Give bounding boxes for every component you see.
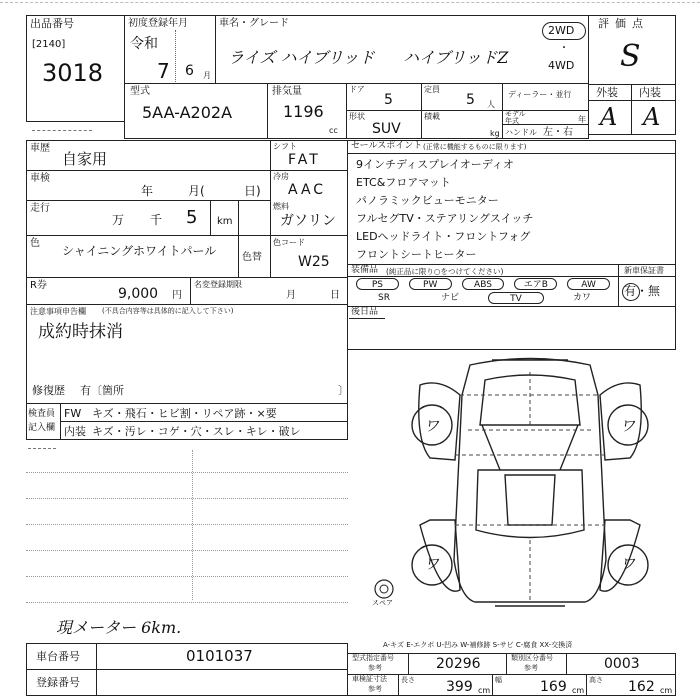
shape-label: 形状 [349,112,365,121]
size-divider [398,674,399,696]
inspector-label-2: 記入欄 [28,423,56,433]
row-line [26,277,348,278]
mileage-value: 5 [186,207,198,228]
equipment-hint: (純正品に限り○をつけてください) [386,267,504,276]
capacity-label: 定員 [424,85,440,94]
equipment-option-r2-1: ナビ [440,293,459,303]
handle-label: ハンドル [505,128,537,137]
class-sub: 参考 [524,664,538,672]
usage: 自家用 [62,150,108,168]
repair-close: 〕 [338,384,349,397]
selling-hint: (正常に機能するものに限ります) [423,143,527,151]
month-unit: 月 [203,71,211,80]
damage-mark: ワ [424,417,440,435]
length: 399 [446,679,473,695]
footer-divider [96,643,97,696]
color-code-label: 色コード [273,238,305,247]
interior-items: キズ・汚レ・コゲ・穴・スレ・キレ・破レ [92,425,301,438]
selling-point: フルセグTV・ステアリングスイッチ [356,212,534,225]
score: S [620,39,641,74]
fuel-label: 燃料 [273,202,289,211]
class-number: 0003 [604,656,640,672]
damage-mark: ワ [424,555,440,573]
warranty-header-line [618,276,676,277]
length-unit: cm [478,686,491,695]
selling-point: フロントシートヒーター [356,248,477,261]
class-divider [566,653,567,675]
warranty-circle [622,283,640,301]
inspection-year: 年 [141,184,154,198]
recycle: 9,000 [118,286,159,302]
color: シャイニングホワイトパール [62,244,217,258]
handle-divider [502,124,589,125]
model: 5AA-A202A [142,103,233,122]
name-label: 車名・グレード [219,18,289,29]
model-year-label: モデル年式 [505,110,526,125]
reg-divider [175,30,176,84]
name-change-day: 日 [330,290,340,301]
width-unit: cm [572,686,585,695]
equipment-option-r2-0: SR [378,293,390,303]
repair-label: 修復歴 [32,384,65,397]
mileage-man: 万 [112,213,125,227]
fw-items: キズ・飛石・ヒビ割・リペア跡・×要 [92,407,277,420]
dealer-label: ディーラー・並行 [508,90,572,99]
spec-col-divider [270,235,271,277]
inspection-label: 車検 [30,173,50,184]
recycle-label: R券 [30,280,47,291]
width: 169 [540,679,567,695]
spec-col-line [270,170,348,171]
width-label: 幅 [495,676,502,684]
warranty: 有・無 [624,284,661,298]
selling-label: セールスポイント [351,141,423,151]
reg-month: 6 [185,63,194,79]
later-label: 後日品 [351,307,379,317]
km-divider-2 [238,200,239,235]
exterior-grade: A [600,103,618,131]
height: 162 [628,679,655,695]
height-label: 高さ [589,676,603,684]
drive-2wd: 2WD [548,24,575,37]
capacity: 5 [466,92,475,108]
equipment-row1 [352,278,616,291]
drive-dot: ・ [559,43,569,54]
inspector-mid-line [60,421,348,422]
yen-unit: 円 [172,290,182,301]
equipment-option-r2-2: TV [488,292,544,304]
selling-header-line [347,153,676,154]
cc-unit: cc [329,126,338,135]
chassis: 0101037 [186,647,253,665]
color-divider [238,235,239,277]
chassis-label: 車台番号 [36,650,80,663]
drive-4wd: 4WD [548,59,575,72]
type-label: 型式指定番号 [352,654,394,662]
mileage-label: 走行 [30,203,50,214]
name-change-label: 名変登録期限 [194,280,242,289]
lot-sub: [2140] [32,39,66,50]
equipment-header-line [347,276,619,277]
lot-number: 3018 [42,59,104,87]
interior-label: 内装 [639,86,661,99]
left-block [26,140,348,404]
inspection-day: 日) [244,184,261,198]
left-scribble [32,130,92,131]
usage-label: 車歴 [30,143,50,154]
era: 令和 [130,36,158,52]
equipment-row2 [352,292,616,305]
fuel: ガソリン [280,213,336,229]
person-unit: 人 [487,100,495,109]
color-label: 色 [30,238,40,249]
damage-mark: ワ [620,417,636,435]
warranty-label: 新車保証書 [624,266,664,275]
selling-point: LEDヘッドライト・フロントフォグ [356,230,531,243]
color-code: W25 [298,254,330,270]
car-name: ライズ ハイブリッド [228,48,375,67]
shift: FAT [288,152,321,168]
selling-points-list [356,156,656,264]
notes-hint: (不具合内容等は具体的に記入して下さい) [102,307,234,315]
equipment-option-r1-1: PW [409,278,452,290]
row-line [26,304,348,305]
shift-label: シフト [273,142,297,151]
equipment-option-r1-0: PS [356,278,399,290]
selling-point: パノラミックビューモニター [356,194,499,207]
type-sub: 参考 [368,664,382,672]
displacement: 1196 [283,102,324,121]
damage-mark: ワ [620,555,636,573]
shape: SUV [372,121,401,137]
inspector-label-1: 検査員 [28,409,56,419]
spare-label: スペア [372,599,393,607]
selling-point: ETC&フロアマット [356,176,451,189]
exterior-label: 外装 [596,86,618,99]
name-change-month: 月 [286,290,296,301]
later-items-block [347,306,676,350]
load-label: 積載 [424,112,440,121]
notes: 成約時抹消 [38,322,123,342]
length-label: 長さ [401,676,415,684]
size-label: 車検証寸法 [352,675,387,683]
top-edge-text [0,0,700,3]
writing-lines [26,440,348,620]
equipment-label: 装備品 [351,265,379,275]
spec-col-divider [270,140,271,235]
mileage-note: 現メーター 6km. [56,618,182,637]
ac: AAC [288,182,327,198]
equipment-option-r1-2: ABS [462,278,505,290]
row-line [26,235,348,236]
size-divider [492,674,493,696]
handle: 左・右 [543,127,573,138]
first-reg-label: 初度登録年月 [128,18,188,29]
year-unit: 年 [578,115,586,124]
kg-unit: kg [490,129,500,138]
fw-label: FW [64,407,82,420]
selling-point: 9インチディスプレイオーディオ [356,158,514,171]
displacement-label: 排気量 [272,86,302,97]
row-line [26,170,271,171]
notes-label: 注意事項申告欄 [30,307,86,316]
interior-grade: A [643,103,661,131]
equipment-option-r1-4: AW [567,278,610,290]
mileage-sen: 千 [150,213,163,227]
left-dash-mark [28,448,56,449]
equipment-option-r1-3: エアB [514,278,557,290]
equipment-option-r2-3: カワ [572,293,591,303]
type-divider [408,653,409,675]
size-row [347,674,676,696]
grade: ハイブリッドZ [403,48,509,67]
ac-label: 冷房 [273,172,289,181]
type-number: 20296 [436,656,481,672]
doors-label: ドア [349,85,365,94]
later-underline [349,318,385,319]
reg-year: 7 [157,59,170,83]
km-divider [210,200,211,235]
inspection-month: 月( [188,184,205,198]
grade-divider [588,100,676,101]
interior-notes-label: 内装 [64,425,86,438]
lot-label: 出品番号 [30,17,74,30]
repair-value: 有〔箇所 [80,384,124,397]
size-divider [586,674,587,696]
reg-label: 登録番号 [36,676,80,689]
size-sub: 参考 [368,685,382,693]
color-change-label: 色替 [242,252,262,263]
recycle-divider [190,277,191,304]
height-unit: cm [660,686,673,695]
km-unit: km [217,216,233,227]
damage-legend: A-キズ E-エクボ U-凹み W-補修跡 S-サビ C-腐食 XX-交換済 [383,641,573,649]
class-label: 類別区分番号 [511,654,553,662]
model-label: 型式 [130,86,150,97]
row-line [26,200,271,201]
doors: 5 [384,92,393,108]
score-label: 評価点 [598,17,649,30]
